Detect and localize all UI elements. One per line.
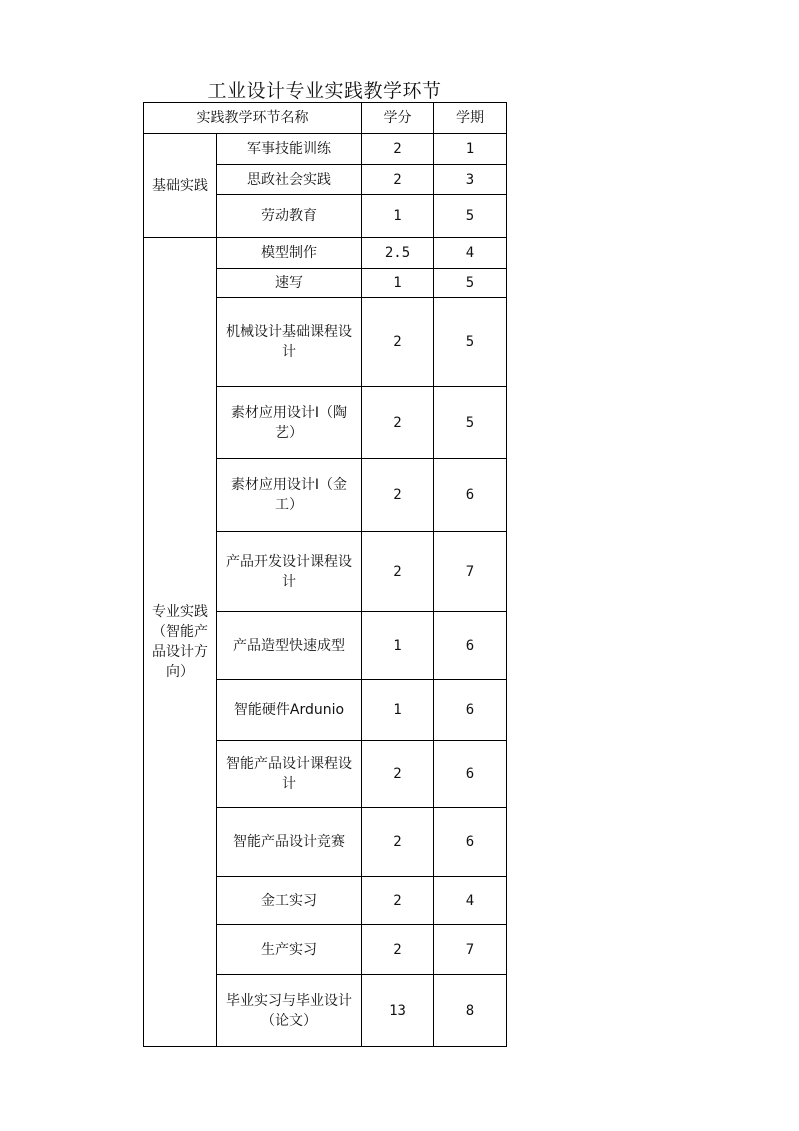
credits-cell: 2 [362,532,434,612]
credits-cell: 2 [362,877,434,925]
header-row [144,103,507,134]
semester-cell: 5 [434,269,507,298]
semester-cell: 6 [434,459,507,532]
course-name: 机械设计基础课程设计 [217,298,362,387]
credits-cell: 1 [362,269,434,298]
course-name: 思政社会实践 [217,165,362,195]
practice-table [143,102,507,1047]
semester-cell: 7 [434,925,507,975]
credits-cell: 2 [362,165,434,195]
course-name: 劳动教育 [217,195,362,238]
semester-cell: 7 [434,532,507,612]
credits-cell: 1 [362,195,434,238]
semester-cell: 4 [434,238,507,269]
course-name: 生产实习 [217,925,362,975]
table-row [144,238,507,269]
course-name: 智能硬件Ardunio [217,680,362,741]
course-name: 金工实习 [217,877,362,925]
course-name: 素材应用设计I（金工） [217,459,362,532]
course-name: 素材应用设计I（陶艺） [217,387,362,459]
semester-cell: 6 [434,680,507,741]
header-semester: 学期 [434,103,507,134]
semester-cell: 6 [434,741,507,808]
semester-cell: 6 [434,612,507,680]
credits-cell: 13 [362,975,434,1047]
semester-cell: 1 [434,134,507,165]
semester-cell: 5 [434,298,507,387]
credits-cell: 2 [362,134,434,165]
semester-cell: 8 [434,975,507,1047]
course-name: 速写 [217,269,362,298]
credits-cell: 2 [362,808,434,877]
category-cell: 专业实践（智能产品设计方向） [144,238,217,1047]
header-name: 实践教学环节名称 [144,103,362,134]
semester-cell: 5 [434,387,507,459]
semester-cell: 3 [434,165,507,195]
page-title: 工业设计专业实践教学环节 [207,80,442,102]
credits-cell: 1 [362,612,434,680]
course-name: 毕业实习与毕业设计（论文） [217,975,362,1047]
credits-cell: 2 [362,459,434,532]
credits-cell: 2 [362,298,434,387]
credits-cell: 2.5 [362,238,434,269]
table-row [144,134,507,165]
semester-cell: 5 [434,195,507,238]
credits-cell: 2 [362,741,434,808]
course-name: 智能产品设计课程设计 [217,741,362,808]
course-name: 模型制作 [217,238,362,269]
semester-cell: 6 [434,808,507,877]
header-credits: 学分 [362,103,434,134]
semester-cell: 4 [434,877,507,925]
credits-cell: 2 [362,925,434,975]
course-name: 产品开发设计课程设计 [217,532,362,612]
course-name: 智能产品设计竞赛 [217,808,362,877]
category-cell: 基础实践 [144,134,217,238]
course-name: 产品造型快速成型 [217,612,362,680]
course-name: 军事技能训练 [217,134,362,165]
credits-cell: 1 [362,680,434,741]
credits-cell: 2 [362,387,434,459]
